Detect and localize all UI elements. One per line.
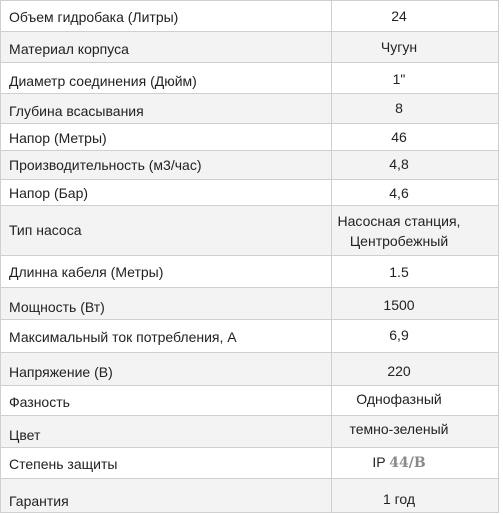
table-row	[1, 1, 498, 32]
spec-label: Цвет	[9, 427, 41, 443]
spec-value: 1500	[383, 297, 415, 313]
column-divider	[331, 151, 332, 179]
table-row	[1, 479, 498, 512]
spec-label: Фазность	[9, 394, 70, 410]
spec-value: 4,6	[389, 185, 409, 201]
column-divider	[331, 416, 332, 447]
table-row	[1, 353, 498, 386]
column-divider	[331, 479, 332, 512]
spec-label: Гарантия	[9, 493, 69, 509]
column-divider	[331, 288, 332, 319]
spec-value: 46	[391, 129, 407, 145]
column-divider	[331, 353, 332, 385]
spec-label: Напряжение (В)	[9, 364, 113, 380]
spec-value	[337, 452, 461, 473]
spec-value: 4,8	[389, 156, 409, 172]
column-divider	[331, 180, 332, 205]
spec-label: Мощность (Вт)	[9, 299, 105, 315]
column-divider	[331, 32, 332, 62]
spec-value: 220	[387, 363, 411, 379]
table-row	[1, 63, 498, 94]
spec-value-line: Центробежный	[349, 233, 449, 249]
table-row	[1, 180, 498, 206]
spec-value: 8	[395, 100, 403, 116]
column-divider	[331, 206, 332, 255]
spec-value: 6,9	[389, 327, 409, 343]
spec-label: Объем гидробака (Литры)	[9, 9, 179, 25]
spec-label: Производительность (м3/час)	[9, 157, 202, 173]
spec-label: Напор (Бар)	[9, 185, 89, 201]
column-divider	[331, 448, 332, 478]
column-divider	[331, 1, 332, 31]
spec-label: Максимальный ток потребления, А	[9, 329, 237, 345]
table-row	[1, 151, 498, 180]
spec-label: Материал корпуса	[9, 41, 129, 57]
table-row	[1, 206, 498, 256]
table-row	[1, 94, 498, 124]
spec-value-line: Насосная станция,	[337, 213, 461, 229]
table-row	[1, 320, 498, 353]
spec-label: Длинна кабеля (Метры)	[9, 264, 164, 280]
table-row	[1, 288, 498, 320]
spec-label: Напор (Метры)	[9, 130, 107, 146]
spec-label: Тип насоса	[9, 222, 82, 238]
spec-value: 1.5	[389, 264, 409, 280]
spec-label: Диаметр соединения (Дюйм)	[9, 73, 197, 89]
spec-label: Глубина всасывания	[9, 103, 144, 119]
column-divider	[331, 63, 332, 93]
spec-value: 24	[391, 8, 407, 24]
spec-value: Однофазный	[356, 391, 442, 407]
table-row	[1, 448, 498, 479]
spec-value: 1"	[392, 71, 406, 87]
column-divider	[331, 256, 332, 287]
spec-value: Чугун	[380, 39, 418, 55]
spec-value: 1 год	[382, 491, 416, 507]
column-divider	[331, 320, 332, 352]
column-divider	[331, 124, 332, 150]
spec-value-prefix: IP	[372, 454, 386, 470]
column-divider	[331, 386, 332, 415]
table-row	[1, 386, 498, 416]
spec-value-code: 44/B	[389, 455, 426, 471]
table-row	[1, 124, 498, 151]
column-divider	[331, 94, 332, 123]
table-row	[1, 256, 498, 288]
spec-label: Степень защиты	[9, 456, 118, 472]
table-row	[1, 32, 498, 63]
spec-value: темно-зеленый	[349, 421, 449, 437]
table-row	[1, 416, 498, 448]
